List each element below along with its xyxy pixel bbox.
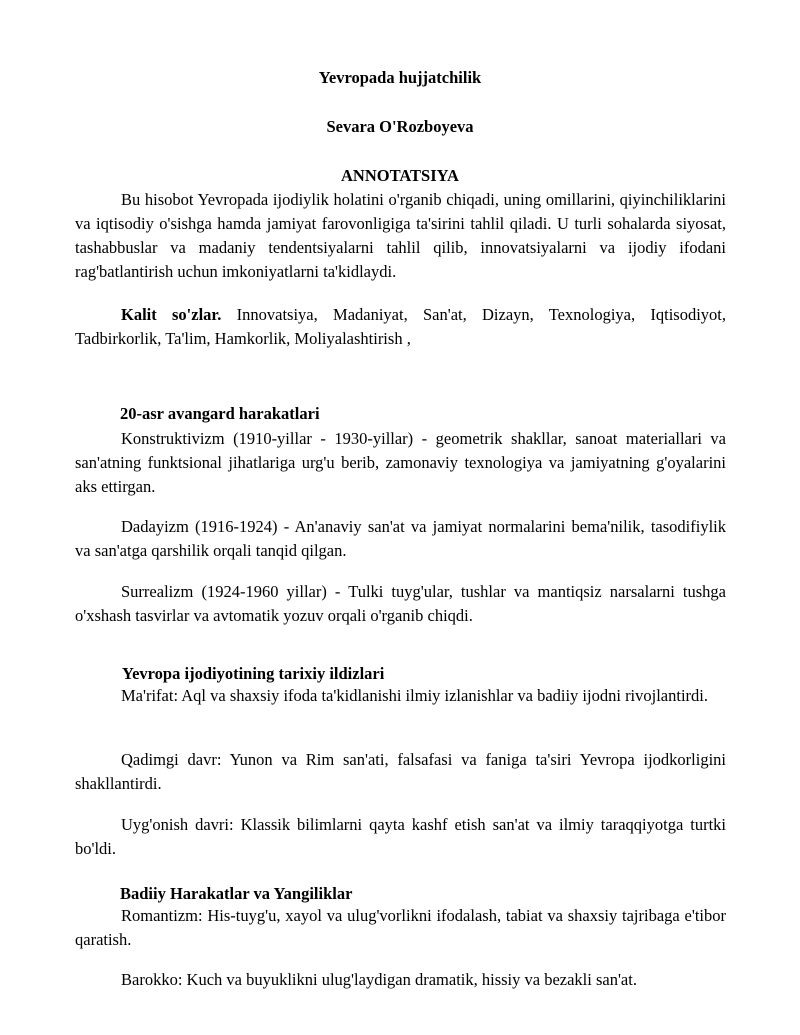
section-heading-avant-garde: 20-asr avangard harakatlari bbox=[120, 404, 320, 423]
section-heading-art-movements: Badiiy Harakatlar va Yangiliklar bbox=[120, 884, 353, 903]
paragraph-dadaism: Dadayizm (1916-1924) - An'anaviy san'at va jamiyat normalarini bema'nilik, tasodifiylik va san'atga qarshilik orqali tanqid qilgan. bbox=[75, 517, 726, 560]
document-title: Yevropada hujjatchilik bbox=[318, 68, 482, 87]
keywords-list: Innovatsiya, Madaniyat, San'at, Dizayn, Texnologiya, Iqtisodiyot, Tadbirkorlik, Ta'lim, Hamkorlik, Moliyalashtirish , bbox=[75, 305, 726, 348]
section-heading-historical-roots: Yevropa ijodiyotining tarixiy ildizlari bbox=[122, 664, 385, 683]
paragraph-enlightenment: Ma'rifat: Aql va shaxsiy ifoda ta'kidlanishi ilmiy izlanishlar va badiiy ijodni rivojlantirdi. bbox=[121, 686, 709, 705]
paragraph-renaissance: Uyg'onish davri: Klassik bilimlarni qayta kashf etish san'at va ilmiy taraqqiyotga turtki bo'ldi. bbox=[75, 815, 726, 858]
paragraph-romanticism: Romantizm: His-tuyg'u, xayol va ulug'vorlikni ifodalash, tabiat va shaxsiy tajribaga e'tibor qaratish. bbox=[75, 906, 726, 949]
keywords-paragraph bbox=[75, 303, 726, 351]
annotation-heading: ANNOTATSIYA bbox=[341, 166, 459, 185]
document-author: Sevara O'Rozboyeva bbox=[326, 117, 474, 136]
paragraph-antiquity: Qadimgi davr: Yunon va Rim san'ati, falsafasi va faniga ta'siri Yevropa ijodkorligini shakllantirdi. bbox=[75, 750, 726, 793]
keywords-label: Kalit so'zlar. bbox=[121, 305, 222, 324]
paragraph-surrealism: Surrealizm (1924-1960 yillar) - Tulki tuyg'ular, tushlar va mantiqsiz narsalarni tushga o'xshash tasvirlar va avtomatik yozuv orqali o'rganib chiqdi. bbox=[75, 582, 726, 625]
annotation-paragraph: Bu hisobot Yevropada ijodiylik holatini o'rganib chiqadi, uning omillarini, qiyinchiliklarini va iqtisodiy o'sishga hamda jamiyat farovonligiga ta'sirini tahlil qiladi. U turli sohalarda siyosat, tashabbuslar va madaniy tendentsiyalarni tahlil qilib, innovatsiyalarni va ijodiy ifodani rag'batlantirish uchun imkoniyatlarni ta'kidlaydi. bbox=[75, 190, 726, 281]
paragraph-baroque: Barokko: Kuch va buyuklikni ulug'laydigan dramatik, hissiy va bezakli san'at. bbox=[121, 970, 637, 989]
paragraph-constructivism: Konstruktivizm (1910-yillar - 1930-yillar) - geometrik shakllar, sanoat materiallari va san'atning funktsional jihatlariga urg'u berib, zamonaviy texnologiya va jamiyatning g'oyalarini aks ettirgan. bbox=[75, 429, 726, 496]
